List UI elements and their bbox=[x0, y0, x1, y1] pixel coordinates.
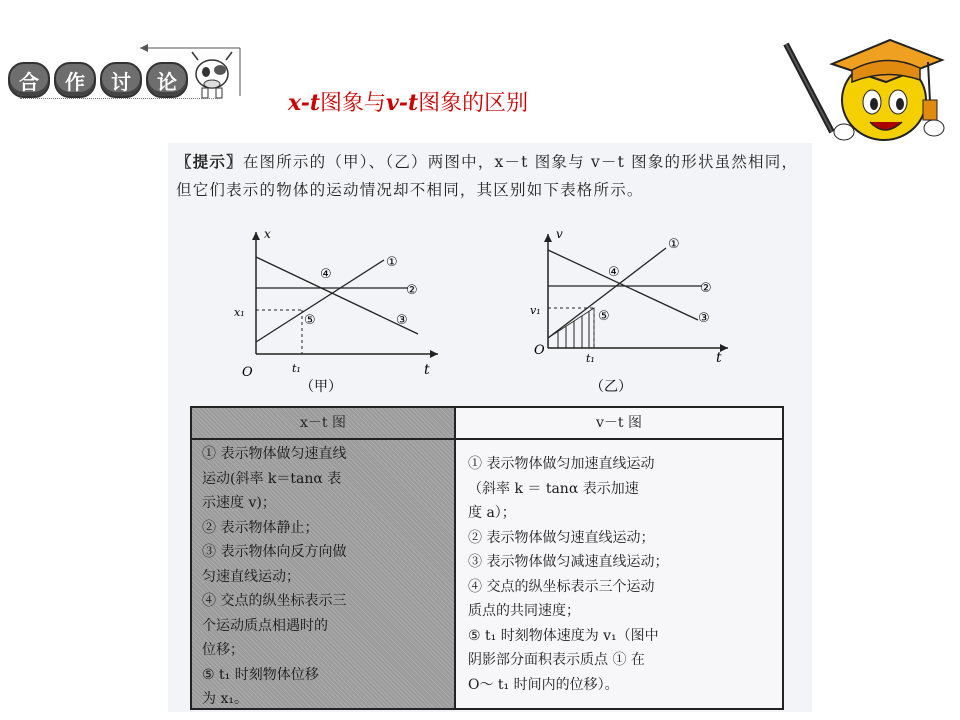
table-line: 阴影部分面积表示质点 ① 在 bbox=[468, 652, 645, 668]
table-line: ⑤ t₁ 时刻物体位移 bbox=[202, 666, 319, 683]
table-line: ⑤ t₁ 时刻物体速度为 v₁（图中 bbox=[468, 627, 659, 644]
table-line: 个运动质点相遇时的 bbox=[202, 617, 328, 634]
slide-title bbox=[288, 86, 528, 117]
table-line: ② 表示物体静止； bbox=[202, 519, 319, 536]
table-line: ③ 表示物体向反方向做 bbox=[202, 544, 347, 560]
graph-jia bbox=[228, 224, 450, 396]
table-line: 度 a）； bbox=[468, 505, 516, 521]
line-label: ③ bbox=[396, 313, 408, 328]
badge-char: 合 bbox=[8, 62, 50, 98]
badge-char: 作 bbox=[54, 62, 96, 98]
y-mark-label: x₁ bbox=[234, 306, 245, 319]
graph-yi-caption: （乙） bbox=[590, 379, 632, 395]
badge-char: 论 bbox=[146, 62, 188, 98]
title-mid: 图象与 bbox=[320, 91, 387, 116]
origin-label: O bbox=[242, 365, 253, 380]
table-line: （斜率 k ＝ tanα 表示加速 bbox=[468, 480, 639, 497]
line-label: ② bbox=[406, 283, 418, 298]
x-axis-label: t bbox=[716, 350, 722, 366]
table-line: 示速度 v)； bbox=[202, 495, 276, 511]
line-label: ① bbox=[668, 237, 680, 252]
graph-yi bbox=[522, 228, 740, 400]
comparison-table bbox=[190, 406, 784, 710]
origin-label: O bbox=[534, 343, 545, 358]
table-line: ① 表示物体做匀速直线 bbox=[202, 446, 347, 462]
line-label: ③ bbox=[698, 311, 710, 326]
table-line: 匀速直线运动； bbox=[202, 568, 300, 585]
badge-char: 讨 bbox=[100, 62, 142, 98]
table-header-vt: v－t 图 bbox=[456, 408, 782, 440]
line-label: ④ bbox=[320, 267, 332, 282]
line-label: ⑤ bbox=[304, 313, 316, 328]
x-axis-label: t bbox=[424, 362, 430, 378]
line-label: ② bbox=[700, 281, 712, 296]
x-mark-label: t₁ bbox=[292, 362, 301, 375]
table-line: ④ 交点的纵坐标表示三 bbox=[202, 593, 347, 609]
table-line: ① 表示物体做匀加速直线运动 bbox=[468, 456, 655, 472]
table-cell-xt bbox=[202, 442, 448, 712]
title-v-t: v-t bbox=[386, 90, 419, 116]
table-line: ③ 表示物体做匀减速直线运动； bbox=[468, 554, 669, 570]
table-line: 位移； bbox=[202, 642, 244, 658]
cartoon-cow-icon bbox=[140, 44, 244, 100]
y-axis-label: x bbox=[264, 227, 271, 241]
title-x-t: x-t bbox=[288, 90, 321, 116]
table-line: O～ t₁ 时间内的位移）。 bbox=[468, 676, 619, 693]
y-mark-label: v₁ bbox=[530, 304, 541, 317]
table-line: ④ 交点的纵坐标表示三个运动 bbox=[468, 578, 655, 595]
table-line: 质点的共同速度； bbox=[468, 603, 580, 619]
graph-jia-caption: （甲） bbox=[300, 379, 342, 395]
line-label: ① bbox=[386, 255, 398, 270]
line-label: ④ bbox=[608, 265, 620, 280]
hint-paragraph bbox=[176, 148, 804, 204]
x-mark-label: t₁ bbox=[586, 352, 595, 365]
y-axis-label: v bbox=[556, 228, 563, 241]
table-line: 运动(斜率 k＝tanα 表 bbox=[202, 470, 342, 487]
line-label: ⑤ bbox=[598, 309, 610, 324]
table-line: 为 x₁。 bbox=[202, 691, 248, 707]
badge-divider bbox=[20, 98, 220, 99]
hint-text: 在图所示的（甲）、（乙）两图中，x－t 图象与 v－t 图象的形状虽然相同，但它们表示的物体的运动情况却不相同，其区别如下表格所示。 bbox=[176, 153, 799, 199]
hint-label: 〖提示〗 bbox=[176, 152, 243, 171]
table-header-xt: x－t 图 bbox=[192, 408, 454, 440]
professor-mascot-icon bbox=[780, 22, 950, 152]
title-end: 图象的区别 bbox=[418, 91, 529, 116]
table-cell-vt bbox=[468, 452, 774, 697]
table-line: ② 表示物体做匀速直线运动； bbox=[468, 529, 655, 546]
